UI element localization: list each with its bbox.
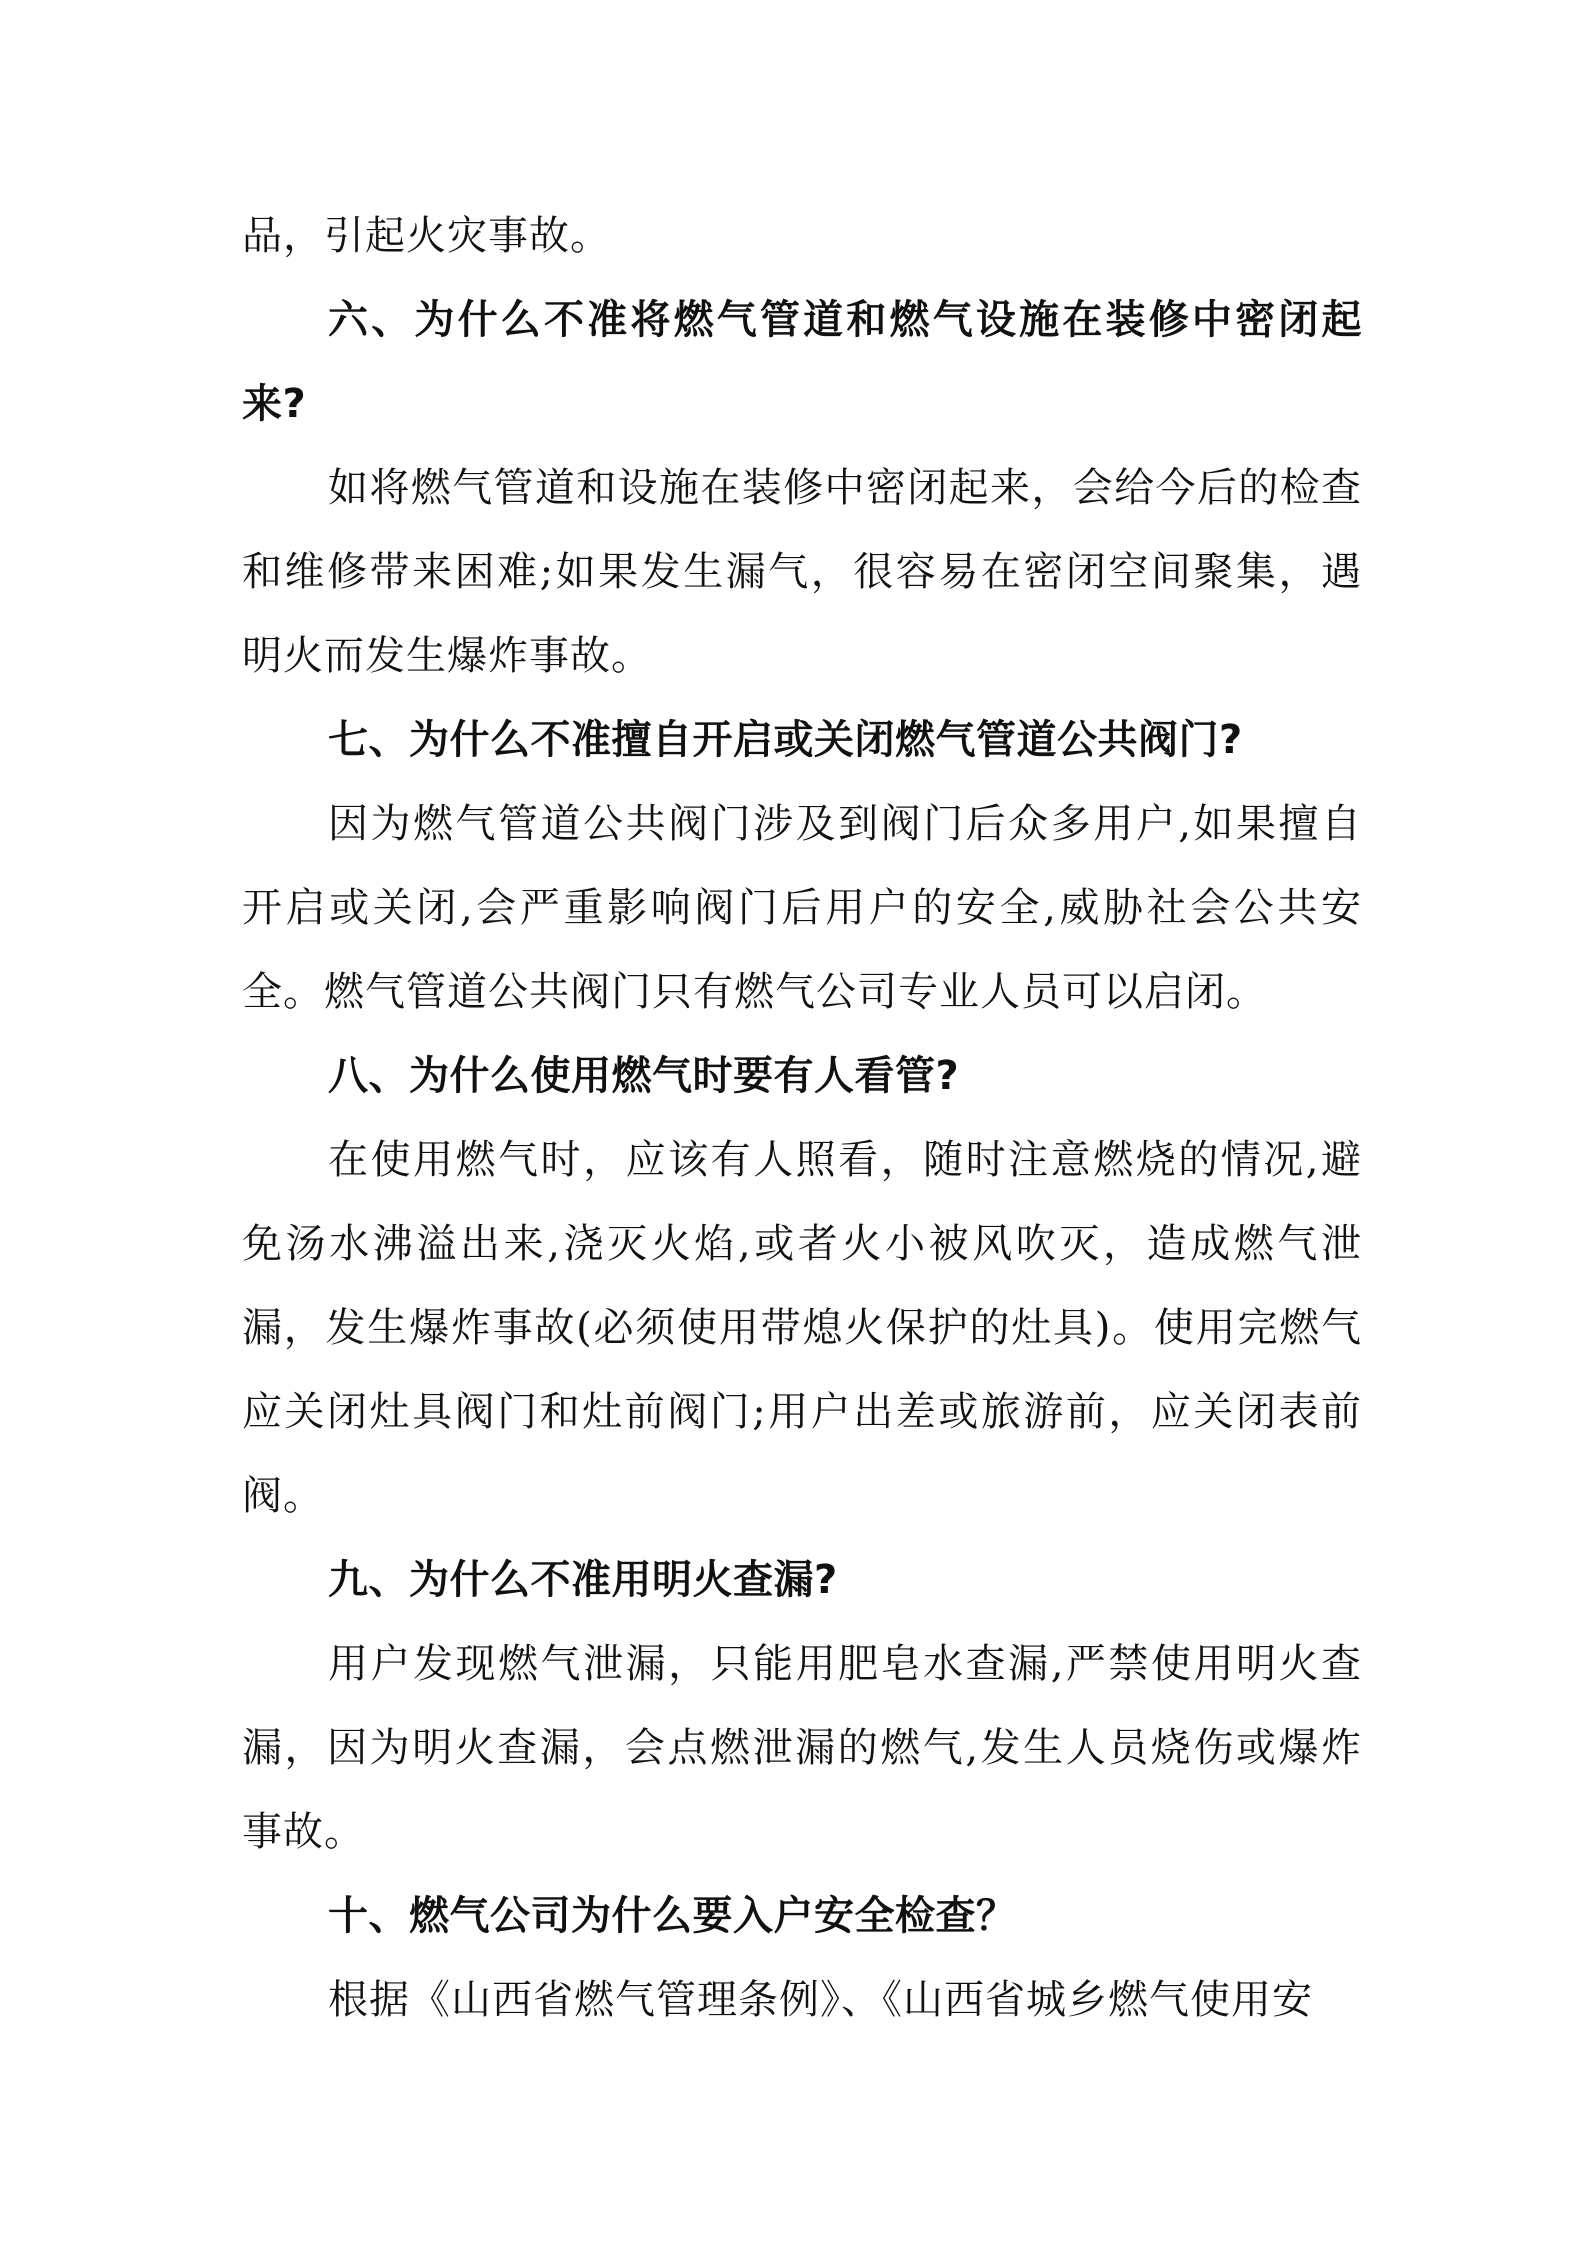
section-heading-6: 六、为什么不准将燃气管道和燃气设施在装修中密闭起来? [242,297,1362,427]
section-body-10: 根据《山西省燃气管理条例》、《山西省城乡燃气使用安 [328,1977,1313,2023]
section-heading-7: 七、为什么不准擅自开启或关闭燃气管道公共阀门? [328,717,1243,763]
section-body-8: 在使用燃气时，应该有人照看，随时注意燃烧的情况,避免汤水沸溢出来,浇灭火焰,或者火小被风吹灭，造成燃气泄漏，发生爆炸事故(必须使用带熄火保护的灶具)。使用完燃气应关闭灶具阀门和灶前阀门;用户出差或旅游前，应关闭表前阀。 [242,1137,1362,1519]
section-heading-8: 八、为什么使用燃气时要有人看管? [328,1053,960,1099]
section-heading-9: 九、为什么不准用明火查漏? [328,1557,838,1603]
section-body-9: 用户发现燃气泄漏，只能用肥皂水查漏,严禁使用明火查漏，因为明火查漏，会点燃泄漏的燃气,发生人员烧伤或爆炸事故。 [242,1641,1362,1855]
document-body [242,194,1362,2042]
section-heading-10: 十、燃气公司为什么要入户安全检查？ [328,1893,1017,1939]
section-body-6: 如将燃气管道和设施在装修中密闭起来，会给今后的检查和维修带来困难;如果发生漏气，很容易在密闭空间聚集，遇明火而发生爆炸事故。 [242,465,1362,679]
section-body-7: 因为燃气管道公共阀门涉及到阀门后众多用户,如果擅自开启或关闭,会严重影响阀门后用户的安全,威胁社会公共安全。燃气管道公共阀门只有燃气公司专业人员可以启闭。 [242,801,1362,1015]
paragraph-continuation: 品，引起火灾事故。 [242,213,611,259]
